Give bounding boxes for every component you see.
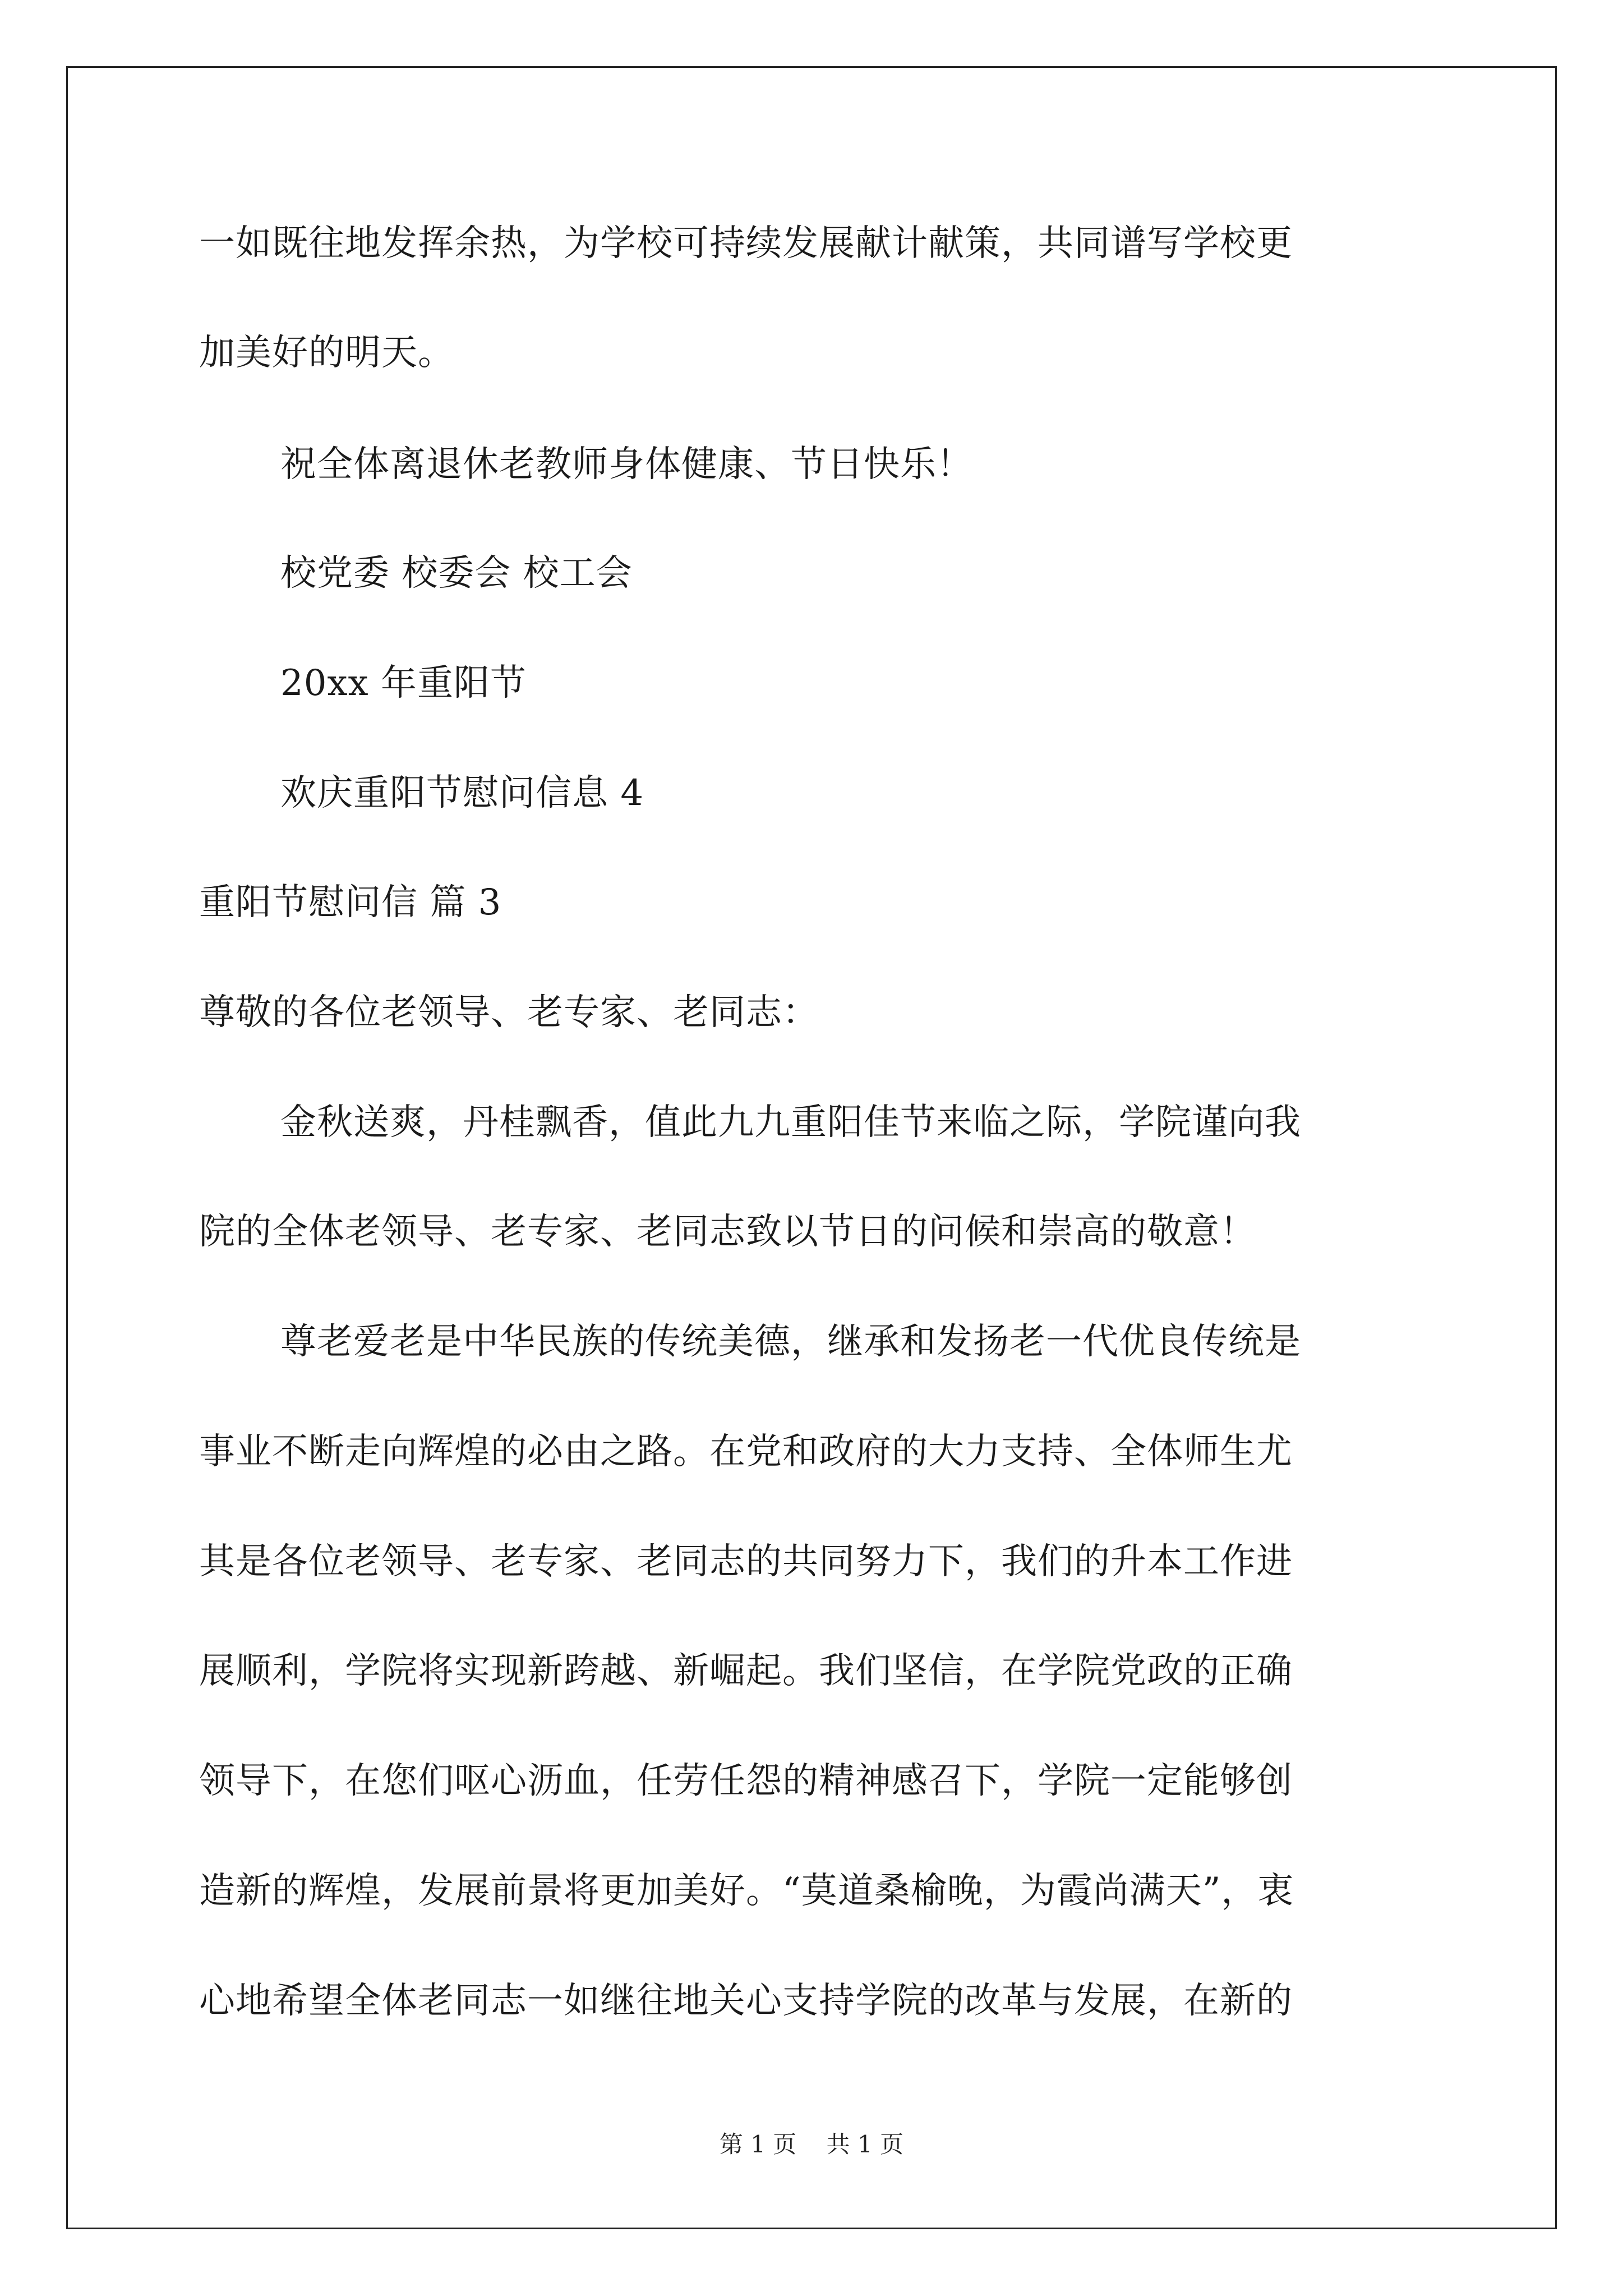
text-line: 尊老爱老是中华民族的传统美德，继承和发扬老一代优良传统是 [280,1321,1301,1363]
text-line: 加美好的明天。 [199,332,454,374]
signature-line: 校党委 校委会 校工会 [280,553,633,594]
text-line: 一如既往地发挥余热，为学校可持续发展献计献策，共同谱写学校更 [199,223,1293,264]
text-line: 展顺利，学院将实现新跨越、新崛起。我们坚信，在学院党政的正确 [199,1650,1293,1692]
salutation: 尊敬的各位老领导、老专家、老同志： [199,992,819,1033]
section-heading: 重阳节慰问信 篇 3 [199,882,502,923]
text-line: 院的全体老领导、老专家、老同志致以节日的问候和崇高的敬意！ [199,1211,1256,1253]
text-line: 事业不断走向辉煌的必由之路。在党和政府的大力支持、全体师生尤 [199,1431,1293,1473]
text-line: 金秋送爽，丹桂飘香，值此九九重阳佳节来临之际，学院谨向我 [280,1102,1301,1143]
page-total: 共 1 页 [826,2131,904,2158]
text-line: 欢庆重阳节慰问信息 4 [280,772,644,814]
date-line: 20xx 年重阳节 [280,662,527,704]
text-line: 领导下，在您们呕心沥血，任劳任怨的精神感召下，学院一定能够创 [199,1760,1293,1802]
text-line: 祝全体离退休老教师身体健康、节日快乐！ [280,444,973,485]
text-line: 心地希望全体老同志一如继往地关心支持学院的改革与发展，在新的 [199,1980,1293,2022]
page-footer [0,2129,1623,2160]
page-number: 第 1 页 [719,2131,797,2158]
text-line: 其是各位老领导、老专家、老同志的共同努力下，我们的升本工作进 [199,1541,1293,1582]
text-line: 造新的辉煌，发展前景将更加美好。“莫道桑榆晚，为霞尚满天”，衷 [199,1870,1294,1912]
